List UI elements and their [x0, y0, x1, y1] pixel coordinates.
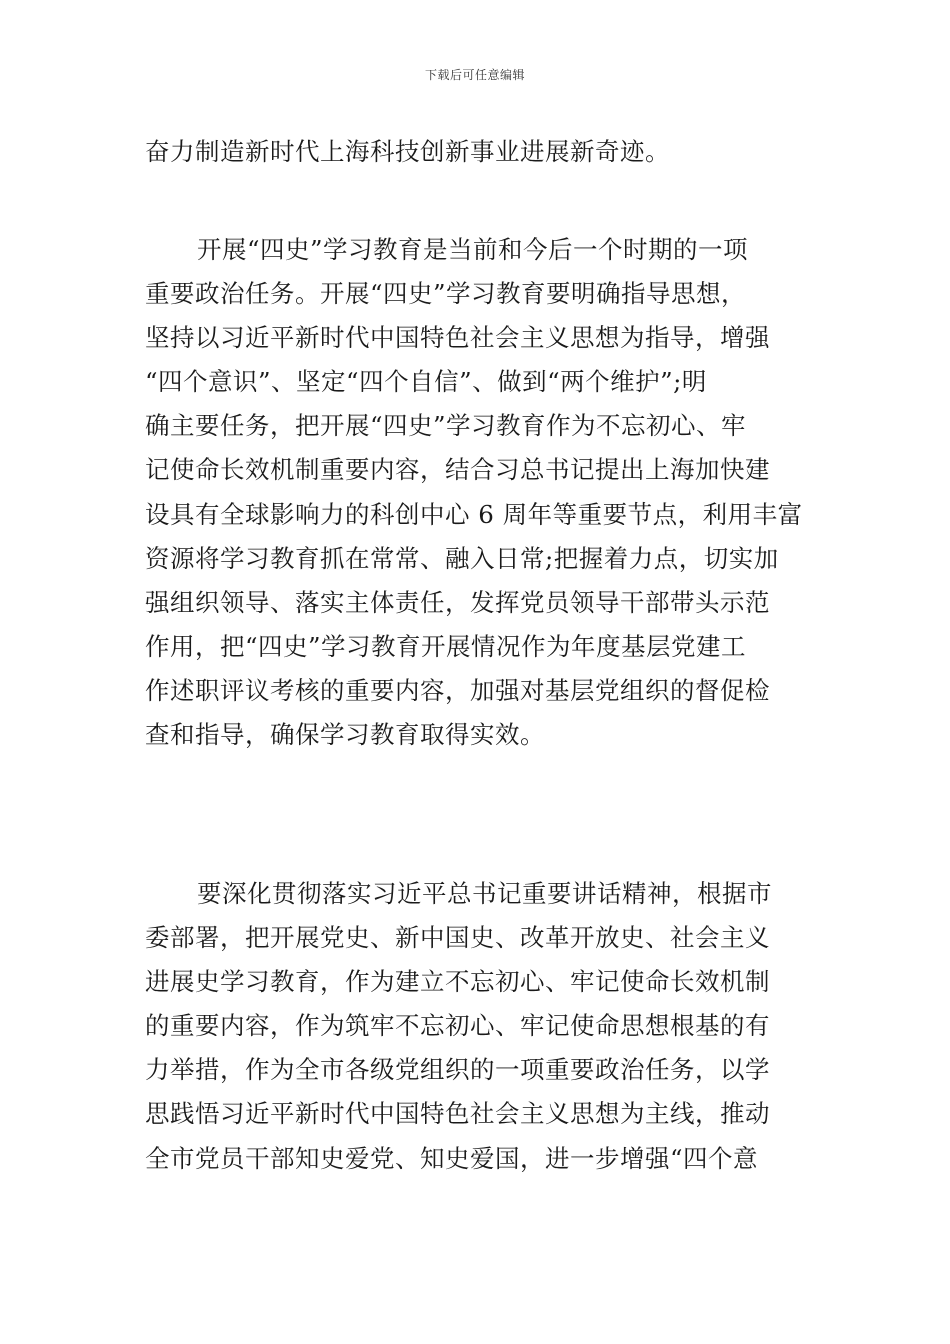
- paragraph-line: 要深化贯彻落实习近平总书记重要讲话精神，根据市: [197, 879, 772, 908]
- paragraph-line: 奋力制造新时代上海科技创新事业进展新奇迹。: [145, 137, 670, 166]
- paragraph-line: 确主要任务，把开展“四史”学习教育作为不忘初心、牢: [145, 411, 747, 441]
- paragraph-line: 全市党员干部知史爱党、知史爱国，进一步增强“四个意: [145, 1143, 759, 1173]
- paragraph-line: 作用，把“四史”学习教育开展情况作为年度基层党建工: [145, 631, 747, 661]
- paragraph-line: 委部署，把开展党史、新中国史、改革开放史、社会主义: [145, 923, 770, 953]
- paragraph-line: 思践悟习近平新时代中国特色社会主义思想为主线，推动: [145, 1099, 770, 1129]
- page-header: 下载后可任意编辑: [424, 68, 525, 82]
- paragraph-line: 设具有全球影响力的科创中心 6 周年等重要节点，利用丰富: [145, 499, 803, 529]
- paragraph-line: “四个意识”、坚定“四个自信”、做到“两个维护”;明: [145, 367, 707, 397]
- paragraph-1: [145, 130, 810, 174]
- paragraph-line: 资源将学习教育抓在常常、融入日常;把握着力点，切实加: [145, 543, 779, 573]
- paragraph-line: 查和指导，确保学习教育取得实效。: [145, 720, 545, 750]
- paragraph-2: [145, 228, 810, 757]
- paragraph-line: 的重要内容，作为筑牢不忘初心、牢记使命思想根基的有: [145, 1011, 770, 1041]
- paragraph-line: 记使命长效机制重要内容，结合习总书记提出上海加快建: [145, 455, 770, 485]
- paragraph-line: 坚持以习近平新时代中国特色社会主义思想为指导，增强: [145, 323, 770, 353]
- paragraph-line: 强组织领导、落实主体责任，发挥党员领导干部带头示范: [145, 587, 770, 617]
- paragraph-line: 作述职评议考核的重要内容，加强对基层党组织的督促检: [145, 675, 770, 705]
- paragraph-line: 进展史学习教育，作为建立不忘初心、牢记使命长效机制: [145, 967, 770, 997]
- paragraph-3: [145, 872, 810, 1181]
- paragraph-line: 力举措，作为全市各级党组织的一项重要政治任务，以学: [145, 1055, 770, 1085]
- paragraph-line: 开展“四史”学习教育是当前和今后一个时期的一项: [197, 235, 749, 264]
- paragraph-line: 重要政治任务。开展“四史”学习教育要明确指导思想，: [145, 279, 747, 309]
